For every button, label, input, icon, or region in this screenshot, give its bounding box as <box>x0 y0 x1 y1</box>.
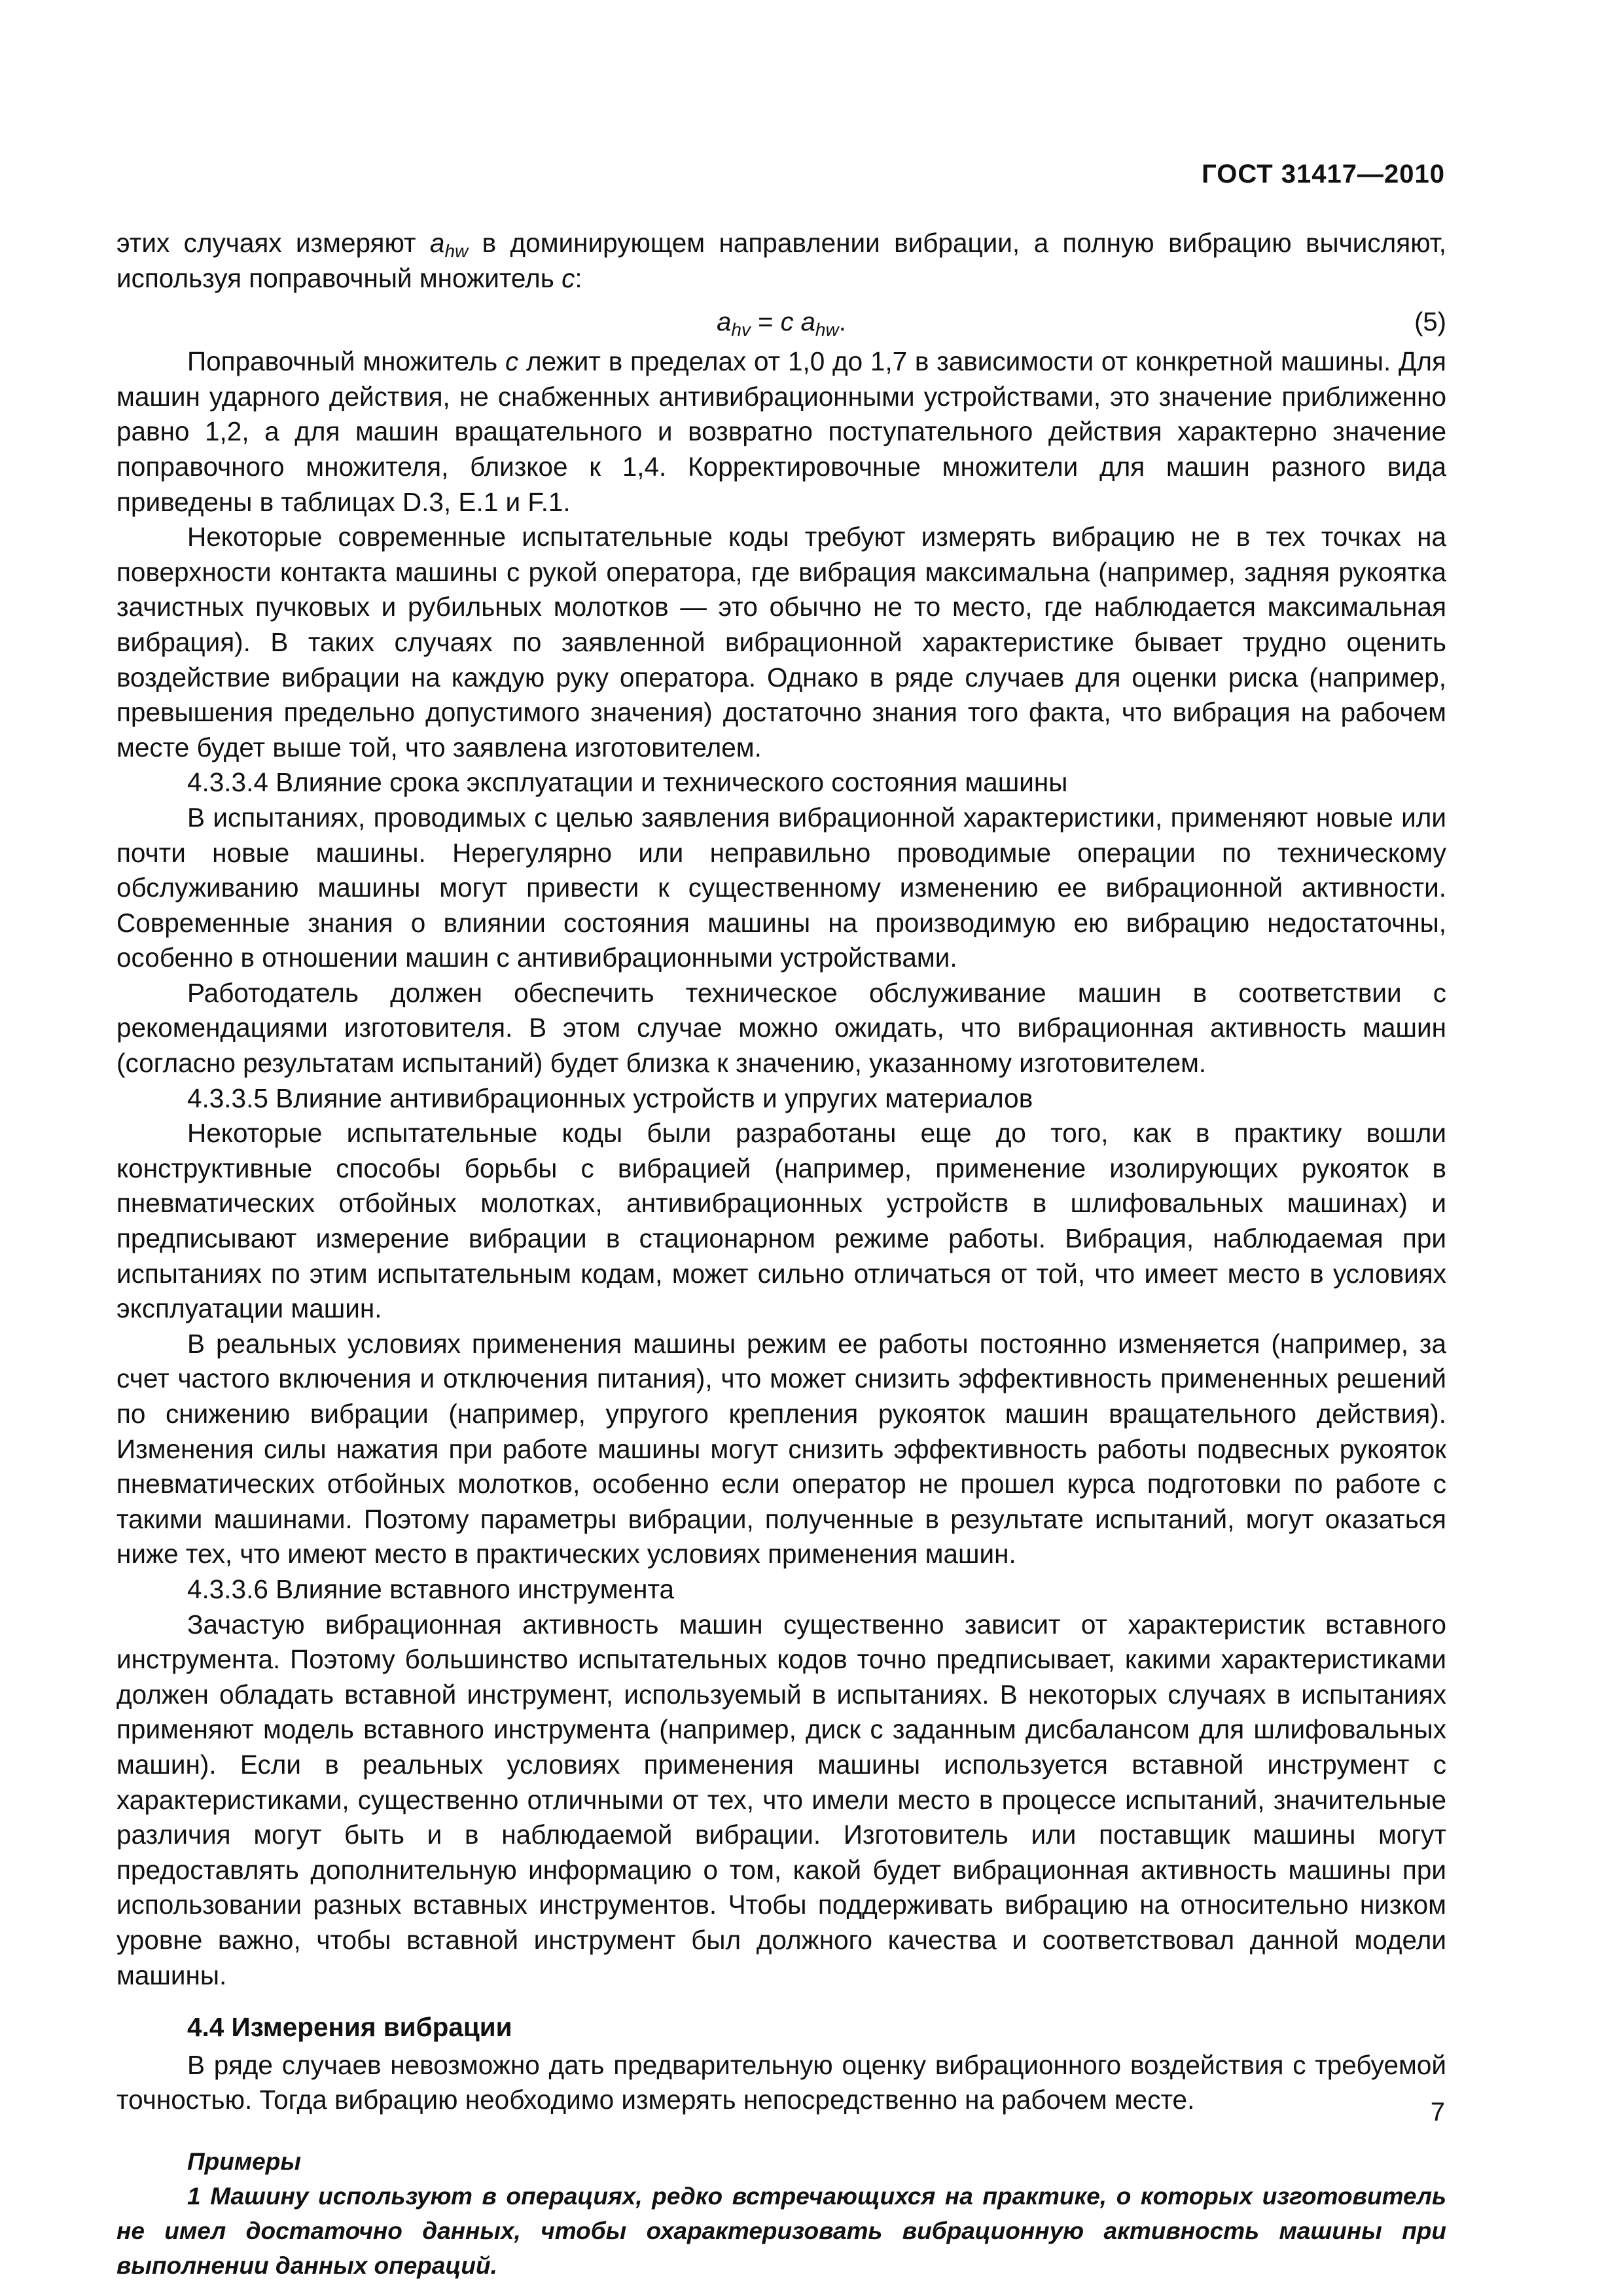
paragraph: Некоторые испытательные коды были разработаны еще до того, как в практику вошли конструктивные способы борьбы с вибрацией (например, применение изолирующих рукояток в пневматических отбойных молотках, антивибрационных устройств в шлифовальных машинах) и предписывают измерение вибрации в стационарном режиме работы. Вибрация, наблюдаемая при испытаниях по этим испытательным кодам, может сильно отличаться от той, что имеет место в условиях эксплуатации машин. <box>116 1118 1446 1324</box>
text-run: в доминирующем направлении вибрации, а полную вибрацию вычисляют, используя поправочный множитель <box>116 228 1446 293</box>
paragraph <box>116 226 1446 296</box>
section-heading: 4.4 Измерения вибрации <box>187 2012 512 2043</box>
text-run: этих случаях измеряют <box>116 228 430 258</box>
example-item: 1 Машину используют в операциях, редко встречающихся на практике, о которых изготовитель не имел достаточно данных, чтобы охарактеризовать вибрационную активность машины при выполнении данных операций. <box>116 2183 1446 2280</box>
subscript: hw <box>444 241 469 261</box>
subsection-heading: 4.3.3.5 Влияние антивибрационных устройств и упругих материалов <box>187 1083 1033 1113</box>
variable: a <box>793 308 815 337</box>
paragraph: В ряде случаев невозможно дать предварительную оценку вибрационного воздействия с требуемой точностью. Тогда вибрацию необходимо измерять непосредственно на рабочем месте. <box>116 2049 1446 2115</box>
examples-heading: Примеры <box>187 2147 301 2175</box>
text-run: . <box>838 308 846 337</box>
subsection-heading: 4.3.3.6 Влияние вставного инструмента <box>187 1573 675 1604</box>
subscript: hw <box>815 319 839 340</box>
text-run: = <box>750 308 781 337</box>
variable: c <box>562 262 575 293</box>
variable: c <box>505 346 519 377</box>
paragraph: В испытаниях, проводимых с целью заявления вибрационной характеристики, применяют новые или почти новые машины. Нерегулярно или неправильно проводимые операции по техническому обслуживанию машины могут привести к существенному изменению ее вибрационной активности. Современные знания о влиянии состояния машины на производимую ею вибрацию недостаточны, особенно в отношении машин с антивибрационными устройствами. <box>116 802 1446 973</box>
paragraph: В реальных условиях применения машины режим ее работы постоянно изменяется (например, за счет частого включения и отключения питания), что может снизить эффективность примененных решений по снижению вибрации (например, упругого крепления рукояток машин вращательного действия). Изменения силы нажатия при работе машины могут снизить эффективность работы подвесных рукояток пневматических отбойных молотков, особенно если оператор не прошел курса подготовки по работе с такими машинами. Поэтому параметры вибрации, полученные в результате испытаний, могут оказаться ниже тех, что имеют место в практических условиях применения машин. <box>116 1328 1446 1570</box>
text-run: лежит в пределах от 1,0 до 1,7 в зависимости от конкретной машины. Для машин ударного действия, не снабженных антивибрационными устройствами, это значение приближенно равно 1,2, а для машин вращательного и возвратно поступательного действия характерно значение поправочного множителя, близкое к 1,4. Корректировочные множители для машин разного вида приведены в таблицах D.3, E.1 и F.1. <box>116 346 1446 517</box>
paragraph <box>116 344 1446 520</box>
formula-5 <box>116 300 1446 344</box>
variable: a <box>717 308 732 337</box>
subscript: hv <box>731 319 751 340</box>
subsection-heading: 4.3.3.4 Влияние срока эксплуатации и технического состояния машины <box>187 767 1068 798</box>
page-number: 7 <box>1430 2098 1445 2126</box>
text-run: Поправочный множитель <box>187 346 505 377</box>
paragraph: Работодатель должен обеспечить техническое обслуживание машин в соответствии с рекомендациями изготовителя. В этом случае можно ожидать, что вибрационная активность машин (согласно результатам испытаний) будет близка к значению, указанному изготовителем. <box>116 977 1446 1079</box>
variable: c <box>780 308 794 337</box>
formula-number: (5) <box>1414 308 1446 337</box>
document-body <box>116 226 1446 2283</box>
formula-expression <box>116 305 1446 340</box>
document-header: ГОСТ 31417—2010 <box>1202 160 1445 188</box>
variable: a <box>429 228 445 258</box>
paragraph: Некоторые современные испытательные коды требуют измерять вибрацию не в тех точках на поверхности контакта машины с рукой оператора, где вибрация максимальна (например, задняя рукоятка зачистных пучковых и рубильных молотков — это обычно не то место, где наблюдается максимальная вибрация). В таких случаях по заявленной вибрационной характеристике бывает трудно оценить воздействие вибрации на каждую руку оператора. Однако в ряде случаев для оценки риска (например, превышения предельно допустимого значения) достаточно знания того факта, что вибрация на рабочем месте будет выше той, что заявлена изготовителем. <box>116 522 1446 762</box>
paragraph: Зачастую вибрационная активность машин существенно зависит от характеристик вставного инструмента. Поэтому большинство испытательных кодов точно предписывает, какими характеристиками должен обладать вставной инструмент, используемый в испытаниях. В некоторых случаях в испытаниях применяют модель вставного инструмента (например, диск с заданным дисбалансом для шлифовальных машин). Если в реальных условиях применения машины используется вставной инструмент с характеристиками, существенно отличными от тех, что имели место в процессе испытаний, значительные различия могут быть и в наблюдаемой вибрации. Изготовитель или поставщик машины могут предоставлять дополнительную информацию о том, какой будет вибрационная активность машины при использовании разных вставных инструментов. Чтобы поддерживать вибрацию на относительно низком уровне важно, чтобы вставной инструмент был должного качества и соответствовал данной модели машины. <box>116 1609 1446 1990</box>
text-run: : <box>575 262 582 293</box>
